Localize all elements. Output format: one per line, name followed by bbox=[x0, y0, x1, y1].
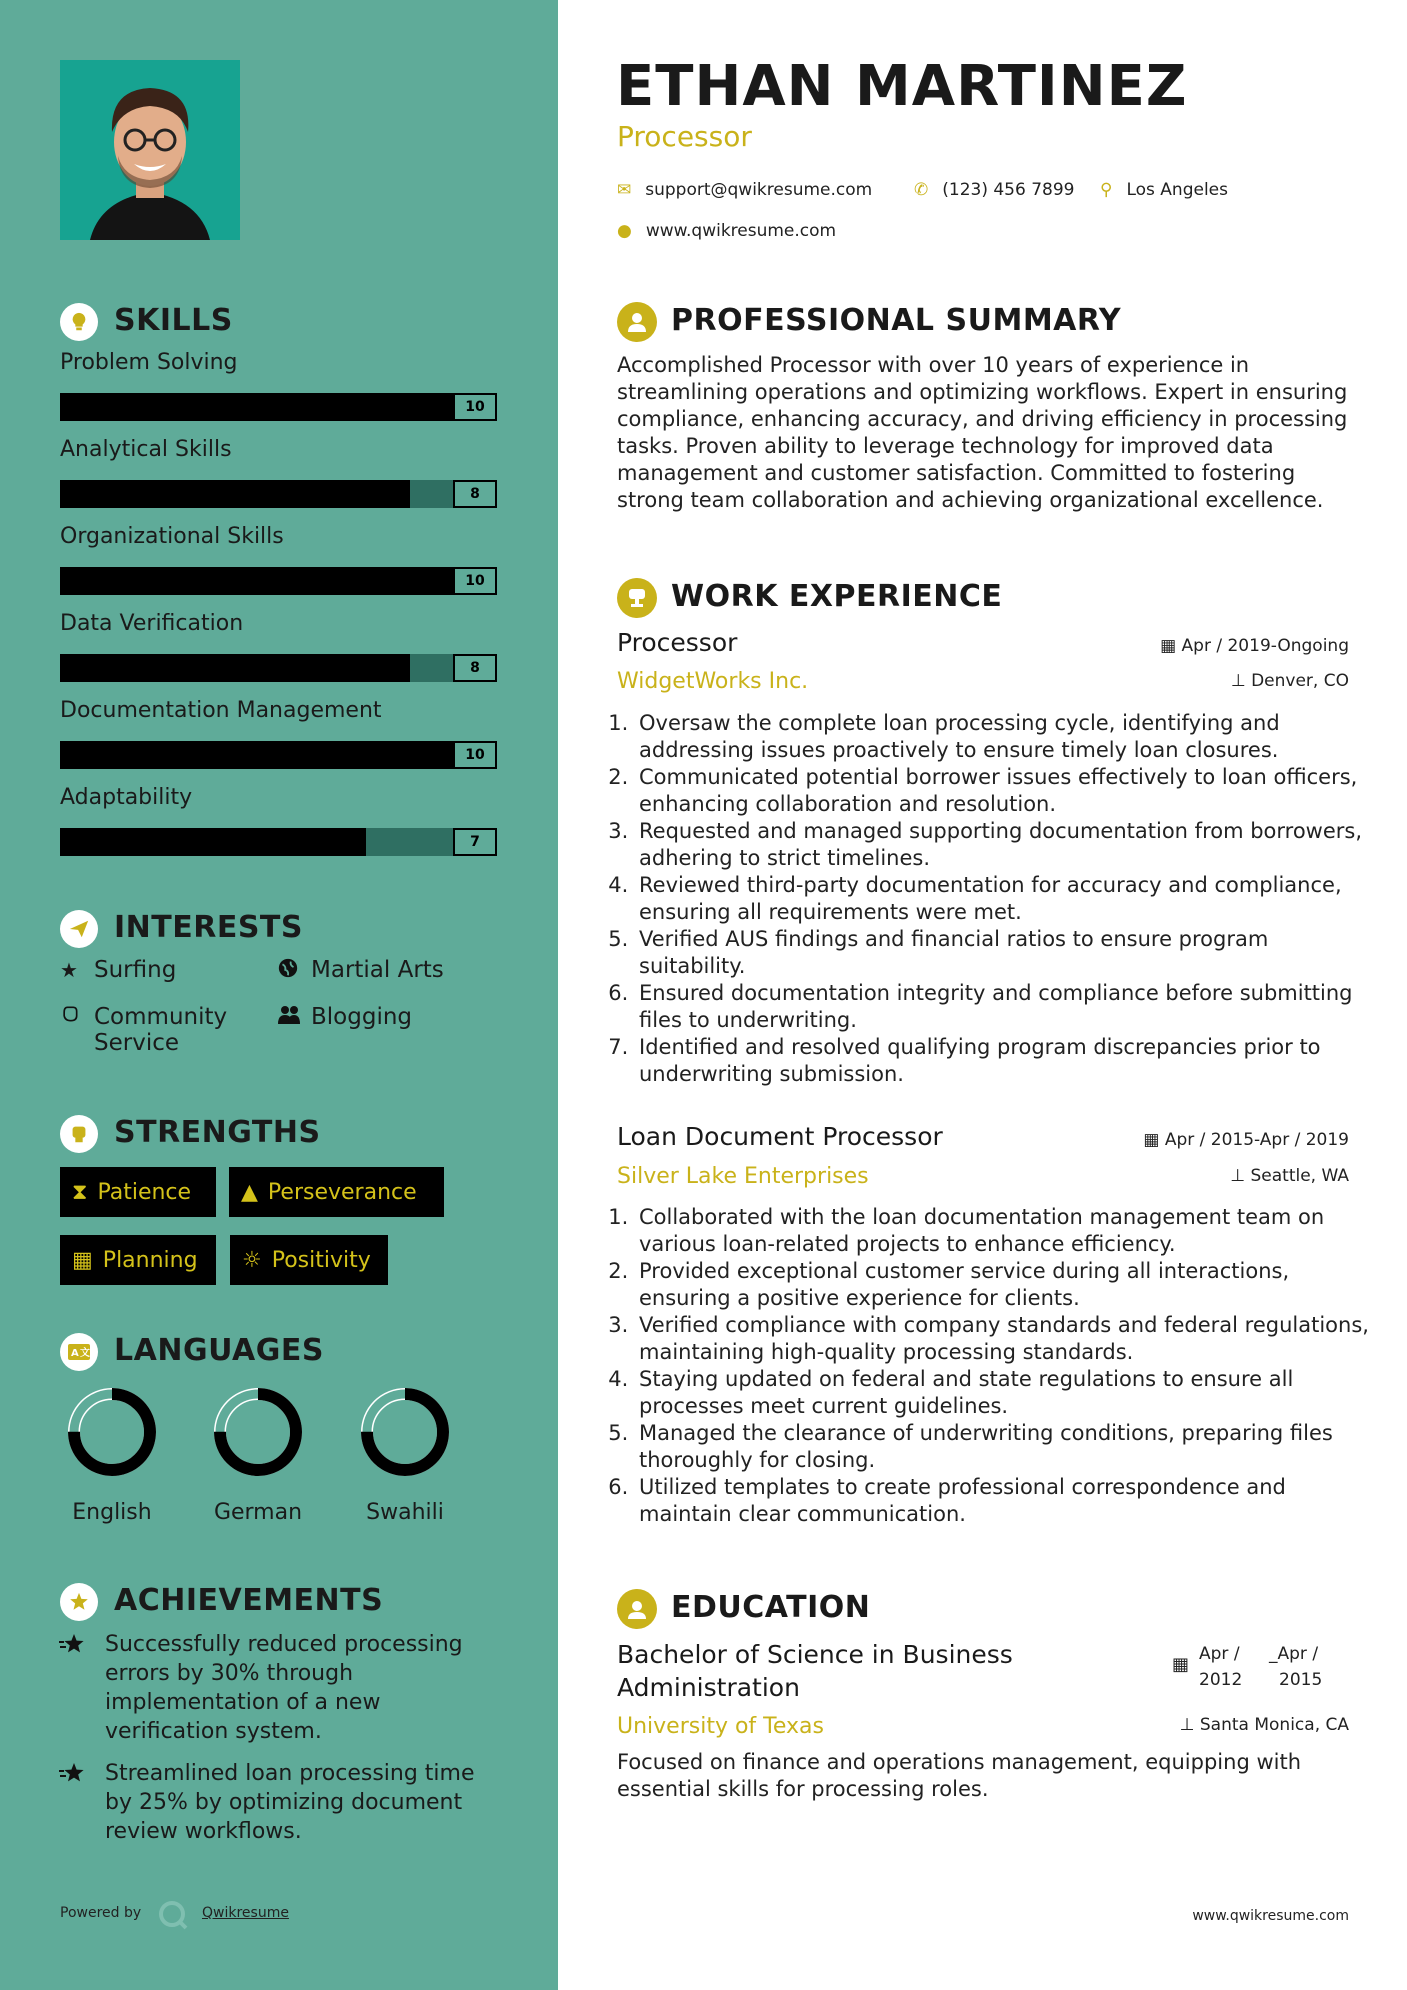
contact-email[interactable] bbox=[617, 180, 872, 200]
language-label: German bbox=[213, 1500, 303, 1525]
job-title: Processor bbox=[617, 628, 738, 657]
pin-icon: ⊥ bbox=[1230, 671, 1246, 691]
skill-bar bbox=[60, 654, 497, 682]
sun-icon: ☼ bbox=[242, 1247, 262, 1273]
translate-icon bbox=[60, 1333, 98, 1371]
achievement-item: Streamlined loan processing time by 25% by optimizing document review workflows. bbox=[105, 1761, 475, 1844]
strength-badge bbox=[230, 1235, 388, 1285]
email-text: support@qwikresume.com bbox=[645, 180, 873, 200]
pin-icon: ⊥ bbox=[1179, 1715, 1195, 1735]
road-icon: ▲ bbox=[241, 1179, 258, 1205]
envelope-icon: ✉ bbox=[617, 180, 632, 200]
skill-bar bbox=[60, 393, 497, 421]
skill-score: 10 bbox=[453, 741, 497, 769]
skill-label: Analytical Skills bbox=[60, 437, 232, 462]
contact-phone[interactable] bbox=[914, 180, 1074, 200]
job-bullets bbox=[609, 1204, 1380, 1528]
qwikresume-logo-icon bbox=[157, 1899, 189, 1931]
strength-label: Patience bbox=[97, 1179, 192, 1205]
skill-bar-fill bbox=[60, 393, 497, 421]
skill-bar-fill bbox=[60, 741, 497, 769]
skill-bar bbox=[60, 828, 497, 856]
svg-text:A: A bbox=[71, 1348, 79, 1359]
briefcase-icon bbox=[617, 578, 657, 618]
interest-label: Surfing bbox=[94, 957, 177, 983]
job-location-text: Seattle, WA bbox=[1250, 1166, 1349, 1186]
qwikresume-link[interactable]: Qwikresume bbox=[202, 1905, 289, 1921]
job-bullet: 3. Verified compliance with company standards and federal regulations, maintaining high-quality processing standards. bbox=[635, 1312, 1380, 1366]
award-icon bbox=[60, 1583, 98, 1621]
calendar-icon: ▦ bbox=[1160, 636, 1177, 656]
strength-badge bbox=[60, 1167, 216, 1217]
skill-label: Data Verification bbox=[60, 611, 244, 636]
profile-photo bbox=[60, 60, 240, 240]
education-start-date bbox=[1199, 1641, 1242, 1693]
summary-title: PROFESSIONAL SUMMARY bbox=[671, 303, 1122, 338]
summary-text: Accomplished Processor with over 10 years of experience in streamlining operations and optimizing workflows. Expert in ensuring compliance, enhancing accuracy, and driving efficiency in processing tasks. Proven ability to leverage technology for improved data management and customer satisfaction. Committed to fostering strong team collaboration and achieving organizational excellence. bbox=[617, 353, 1348, 512]
job-bullet: 1. Oversaw the complete loan processing cycle, identifying and addressing issues proactively to ensure timely loan closures. bbox=[635, 710, 1375, 764]
job-company: WidgetWorks Inc. bbox=[617, 669, 809, 694]
language-label: English bbox=[72, 1500, 152, 1525]
skill-bar bbox=[60, 567, 497, 595]
candidate-name: ETHAN MARTINEZ bbox=[616, 54, 1188, 119]
degree-title: Bachelor of Science in Business Administration bbox=[617, 1640, 1013, 1702]
fist-icon bbox=[60, 1115, 98, 1153]
strength-badge bbox=[60, 1235, 216, 1285]
skill-bar bbox=[60, 741, 497, 769]
job-dates bbox=[1160, 636, 1349, 656]
education-description: Focused on finance and operations management, equipping with essential skills for processing roles. bbox=[617, 1750, 1301, 1801]
education-start-date-line: Apr / bbox=[1199, 1644, 1240, 1664]
job-bullet: 2. Provided exceptional customer service during all interactions, ensuring a positive experience for clients. bbox=[635, 1258, 1380, 1312]
paper-plane-icon bbox=[60, 910, 98, 948]
map-pin-icon: ⚲ bbox=[1100, 180, 1113, 200]
education-start-date-line: 2012 bbox=[1199, 1670, 1243, 1690]
globe-icon: ● bbox=[617, 221, 632, 241]
job-bullets bbox=[609, 710, 1375, 1088]
star-burst-icon bbox=[58, 1761, 88, 1793]
skill-score: 10 bbox=[453, 393, 497, 421]
achievement-item: Successfully reduced processing errors by 30% through implementation of a new verification system. bbox=[105, 1632, 463, 1744]
job-location bbox=[1230, 1166, 1349, 1186]
job-bullet: 1. Collaborated with the loan documentation management team on various loan-related projects to enhance efficiency. bbox=[635, 1204, 1380, 1258]
education-end-date bbox=[1269, 1641, 1322, 1693]
lightbulb-icon bbox=[60, 303, 98, 341]
experience-title: WORK EXPERIENCE bbox=[671, 579, 1003, 614]
interest-label: Blogging bbox=[311, 1004, 413, 1030]
job-bullet: 2. Communicated potential borrower issues effectively to loan officers, enhancing collaboration and resolution. bbox=[635, 764, 1375, 818]
job-dates-text: Apr / 2015-Apr / 2019 bbox=[1164, 1130, 1349, 1150]
globe-icon bbox=[277, 957, 303, 985]
skill-bar-fill bbox=[60, 828, 366, 856]
skill-bar-fill bbox=[60, 480, 410, 508]
education-end-date-line: _Apr / bbox=[1269, 1644, 1319, 1664]
strengths-title: STRENGTHS bbox=[114, 1115, 321, 1150]
languages-title: LANGUAGES bbox=[114, 1333, 324, 1368]
strength-label: Positivity bbox=[271, 1247, 371, 1273]
interest-item bbox=[60, 957, 176, 983]
job-location-text: Denver, CO bbox=[1251, 671, 1349, 691]
achievements-title: ACHIEVEMENTS bbox=[114, 1583, 384, 1618]
strength-badge bbox=[229, 1167, 444, 1217]
language-ring bbox=[212, 1386, 304, 1478]
location-text: Los Angeles bbox=[1126, 180, 1228, 200]
calendar-icon: ▦ bbox=[1172, 1654, 1190, 1675]
candidate-role: Processor bbox=[617, 120, 752, 153]
contact-website[interactable] bbox=[617, 221, 836, 241]
job-bullet: 5. Managed the clearance of underwriting conditions, preparing files thoroughly for closing. bbox=[635, 1420, 1380, 1474]
users-icon bbox=[277, 1004, 303, 1032]
powered-by-label: Powered by bbox=[60, 1905, 142, 1921]
interest-item bbox=[277, 1004, 412, 1032]
skill-bar bbox=[60, 480, 497, 508]
job-bullet: 4. Reviewed third-party documentation for accuracy and compliance, ensuring all requirements were met. bbox=[635, 872, 1375, 926]
skills-title: SKILLS bbox=[114, 303, 233, 338]
job-title: Loan Document Processor bbox=[617, 1122, 943, 1151]
svg-text:文: 文 bbox=[80, 1348, 90, 1359]
user-icon bbox=[617, 302, 657, 342]
phone-icon: ✆ bbox=[914, 180, 929, 200]
skill-bar-fill bbox=[60, 567, 497, 595]
language-ring bbox=[66, 1386, 158, 1478]
skill-label: Organizational Skills bbox=[60, 524, 284, 549]
job-bullet: 4. Staying updated on federal and state regulations to ensure all processes meet current guidelines. bbox=[635, 1366, 1380, 1420]
footer-website[interactable]: www.qwikresume.com bbox=[1192, 1908, 1349, 1924]
job-bullet: 6. Ensured documentation integrity and compliance before submitting files to underwriting. bbox=[635, 980, 1375, 1034]
skill-score: 10 bbox=[453, 567, 497, 595]
interest-label: Martial Arts bbox=[311, 957, 444, 983]
job-location bbox=[1231, 671, 1349, 691]
strength-label: Perseverance bbox=[267, 1179, 417, 1205]
education-end-date-line: 2015 bbox=[1279, 1670, 1323, 1690]
job-bullet: 3. Requested and managed supporting documentation from borrowers, adhering to strict timelines. bbox=[635, 818, 1375, 872]
job-bullet: 5. Verified AUS findings and financial ratios to ensure program suitability. bbox=[635, 926, 1375, 980]
education-title: EDUCATION bbox=[671, 1590, 871, 1625]
skill-bar-fill bbox=[60, 654, 410, 682]
job-dates bbox=[1143, 1130, 1349, 1150]
pin-icon: ⊥ bbox=[1230, 1166, 1246, 1186]
interest-item bbox=[277, 957, 444, 985]
education-location bbox=[1180, 1715, 1349, 1735]
job-company: Silver Lake Enterprises bbox=[617, 1164, 869, 1189]
job-dates-text: Apr / 2019-Ongoing bbox=[1181, 636, 1349, 656]
star-burst-icon bbox=[58, 1632, 88, 1664]
hourglass-icon: ⧗ bbox=[72, 1179, 88, 1205]
language-label: Swahili bbox=[366, 1500, 444, 1525]
graduation-cap-icon bbox=[617, 1589, 657, 1629]
interest-label: Community Service bbox=[94, 1004, 228, 1056]
website-text: www.qwikresume.com bbox=[645, 221, 837, 241]
skill-score: 8 bbox=[453, 654, 497, 682]
phone-text: (123) 456 7899 bbox=[942, 180, 1075, 200]
job-bullet: 7. Identified and resolved qualifying program discrepancies prior to underwriting submission. bbox=[635, 1034, 1375, 1088]
hand-icon bbox=[60, 1004, 86, 1030]
interest-item bbox=[60, 1004, 260, 1056]
skill-label: Problem Solving bbox=[60, 350, 238, 375]
language-ring bbox=[359, 1386, 451, 1478]
contact-location bbox=[1100, 180, 1228, 200]
skill-score: 8 bbox=[453, 480, 497, 508]
skill-label: Documentation Management bbox=[60, 698, 382, 723]
strength-label: Planning bbox=[102, 1247, 198, 1273]
school-name: University of Texas bbox=[617, 1714, 824, 1739]
calendar-icon: ▦ bbox=[72, 1247, 93, 1273]
education-location-text: Santa Monica, CA bbox=[1199, 1715, 1349, 1735]
star-icon: ★ bbox=[60, 958, 78, 982]
calendar-icon: ▦ bbox=[1143, 1130, 1160, 1150]
interests-title: INTERESTS bbox=[114, 910, 303, 945]
job-bullet: 6. Utilized templates to create professional correspondence and maintain clear communication. bbox=[635, 1474, 1380, 1528]
skill-label: Adaptability bbox=[60, 785, 193, 810]
skill-score: 7 bbox=[453, 828, 497, 856]
